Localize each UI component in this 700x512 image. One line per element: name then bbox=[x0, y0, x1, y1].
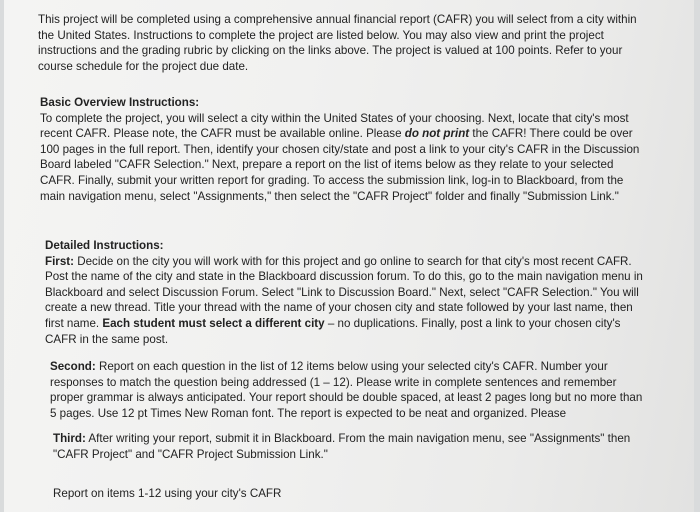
intro-paragraph bbox=[38, 12, 648, 74]
basic-text-b: the CAFR! There could be over 100 pages in the full report. Then, identify your chosen city/state and post a link to your city's CAFR in the Discussion Board labeled "CAFR Selection." Next, prepare a report on the list of items below as they relate to your selected CAFR. Finally, submit your written report for grading. To access the submission link, log-in to Blackboard, from the main navigation menu, select "Assignments," then select the "CAFR Project" folder and finally "Submission Link." bbox=[40, 127, 640, 203]
second-step-label: Second: bbox=[50, 360, 96, 373]
basic-overview-section bbox=[40, 95, 650, 204]
intro-text: This project will be completed using a comprehensive annual financial report (CAFR) you will select from a city within the United States. Instructions to complete the project are listed below. You may also view and print the project instructions and the grading rubric by clicking on the links above. The project is valued at 100 points. Refer to your course schedule for the project due date. bbox=[38, 13, 637, 73]
third-step-text bbox=[53, 431, 648, 462]
second-step-text bbox=[50, 359, 650, 421]
third-step-label: Third: bbox=[53, 432, 86, 445]
third-text: After writing your report, submit it in Blackboard. From the main navigation menu, see "Assignments" then "CAFR Project" and "CAFR Project Submission Link." bbox=[53, 432, 631, 461]
third-step-section bbox=[53, 431, 648, 462]
basic-overview-heading: Basic Overview Instructions: bbox=[40, 96, 200, 109]
do-not-print-emphasis: do not print bbox=[404, 127, 470, 141]
first-step-label: First: bbox=[45, 254, 74, 268]
second-text: Report on each question in the list of 12 items below using your selected city's CAFR. Number your responses to match the question being addressed (1 – 12). Please write in complete sentences and remember proper grammar is always anticipated. Your report should be double spaced, at least 2 pages long but no more than 5 pages. Use 12 pt Times New Roman font. The report is expected to be neat and organized. Please bbox=[50, 360, 643, 420]
detailed-instructions-heading: Detailed Instructions: bbox=[45, 239, 164, 252]
different-city-emphasis: Each student must select a different city bbox=[102, 316, 325, 330]
first-text-a: Decide on the city you will work with for this project and go online to search for that city's most recent CAFR. Post the name of the city and state in the Blackboard discussion forum. To do this, go to the main navigation menu in Blackboard and select Discussion Forum. Select "Link to Discussion Board." Next, select "CAFR Selection." You will create a new thread. Title your thread with the name of your chosen city and state followed by your last name, then first name. bbox=[45, 254, 643, 330]
report-items-line bbox=[53, 486, 553, 502]
report-items-text: Report on items 1-12 using your city's CAFR bbox=[53, 487, 282, 500]
document-page bbox=[4, 0, 694, 512]
detailed-instructions-section bbox=[45, 238, 645, 347]
basic-overview-text bbox=[40, 111, 650, 205]
second-step-section bbox=[50, 359, 650, 421]
basic-text-a: To complete the project, you will select a city within the United States of your choosing. Next, locate that city's most recent CAFR. Please note, the CAFR must be available online. Please bbox=[40, 111, 629, 141]
first-step-text bbox=[45, 254, 645, 348]
first-text-b: – no duplications. Finally, post a link to your chosen city's CAFR in the same post. bbox=[45, 316, 621, 346]
